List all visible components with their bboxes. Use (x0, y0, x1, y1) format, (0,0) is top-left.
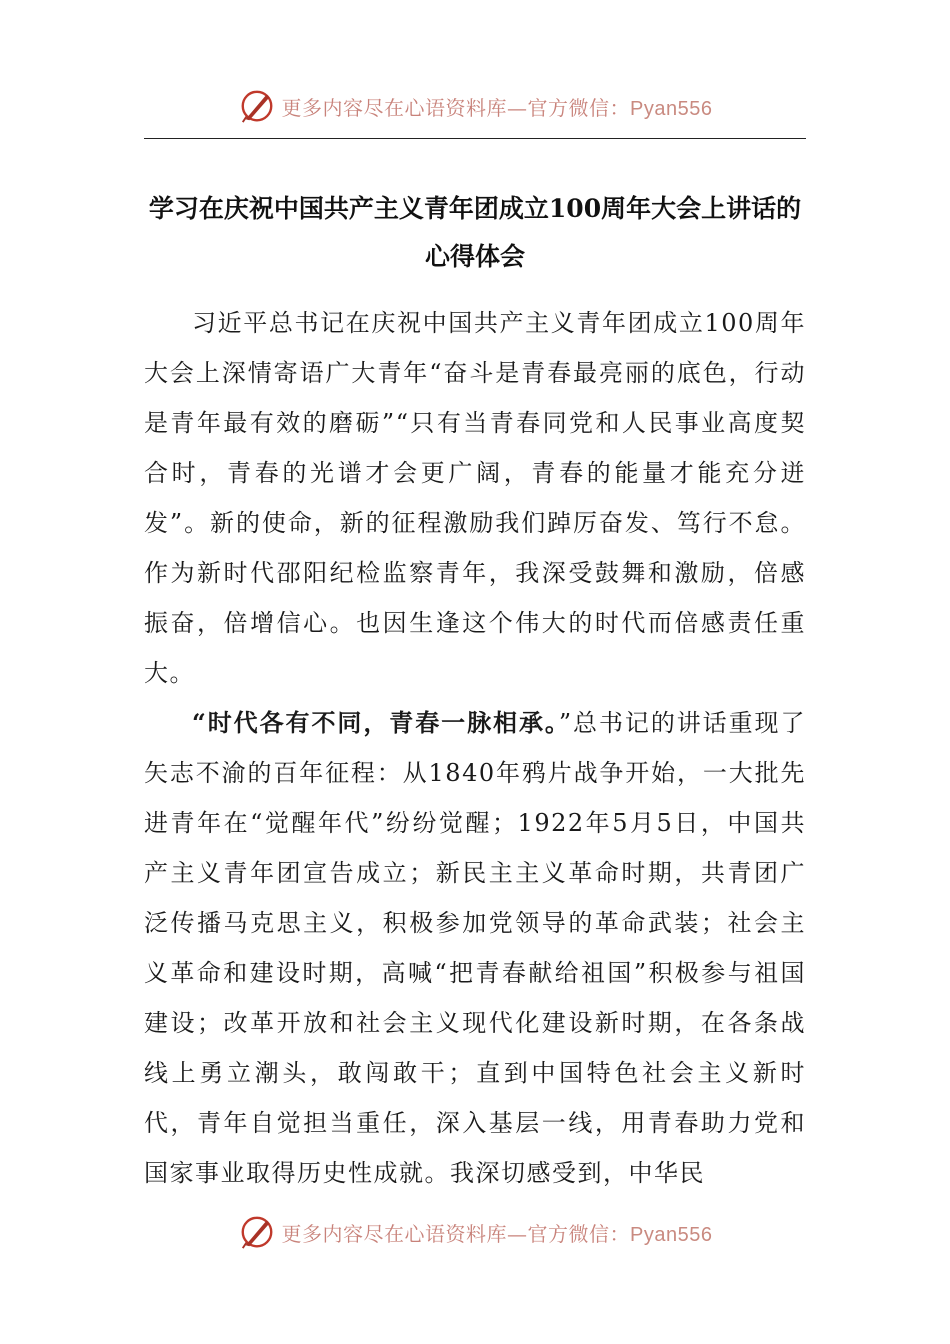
footer-banner-text: 更多内容尽在心语资料库—官方微信：Pyan556 (281, 1221, 713, 1246)
footer-banner (0, 1210, 950, 1254)
header-banner-text: 更多内容尽在心语资料库—官方微信：Pyan556 (281, 95, 713, 120)
document-title: 学习在庆祝中国共产主义青年团成立100周年大会上讲话的心得体会 (148, 193, 802, 271)
quill-pen-logo-icon (238, 1213, 276, 1251)
paragraph: “时代各有不同，青春一脉相承。”总书记的讲话重现了矢志不渝的百年征程：从1840年鸦片战争开始，一大批先进青年在“觉醒年代”纷纷觉醒；1922年5月5日，中国共产主义青年团宣告成立；新民主主义革命时期，共青团广泛传播马克思主义，积极参加党领导的革命武装；社会主义革命和建设时期，高喊“把青春献给祖国”积极参与祖国建设；改革开放和社会主义现代化建设新时期，在各条战线上勇立潮头，敢闯敢干；直到中国特色社会主义新时代，青年自觉担当重任，深入基层一线，用青春助力党和国家事业取得历史性成就。我深切感受到，中华民 (144, 708, 806, 1187)
quill-pen-logo-icon (238, 87, 276, 125)
header-banner (0, 84, 950, 128)
document-body (144, 298, 806, 1198)
paragraph-lead-bold: “时代各有不同，青春一脉相承。 (192, 708, 559, 737)
paragraph: 习近平总书记在庆祝中国共产主义青年团成立100周年大会上深情寄语广大青年“奋斗是青春最亮丽的底色，行动是青年最有效的磨砺”“只有当青春同党和人民事业高度契合时，青春的光谱才会更广阔，青春的能量才能充分迸发”。新的使命，新的征程激励我们踔厉奋发、笃行不怠。作为新时代邵阳纪检监察青年，我深受鼓舞和激励，倍感振奋，倍增信心。也因生逢这个伟大的时代而倍感责任重大。 (144, 309, 806, 687)
header-divider (144, 138, 806, 139)
